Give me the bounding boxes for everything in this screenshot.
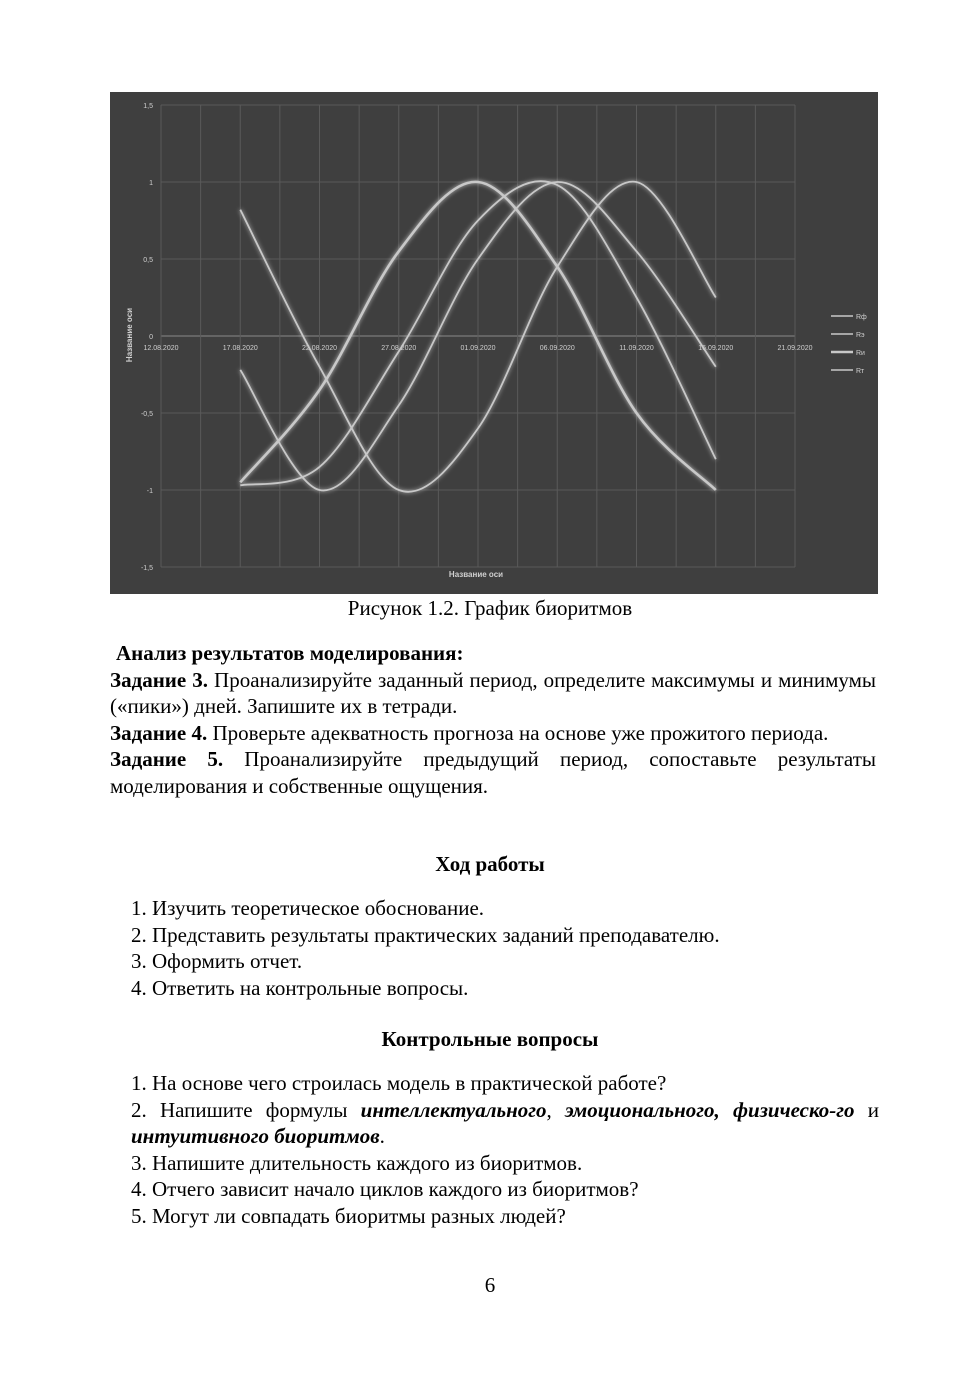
biorhythm-chart [110, 92, 878, 594]
questions-list [131, 1070, 879, 1229]
analysis-section [110, 640, 876, 799]
q2-term-emotional-physical: эмоционального, физическо-го [564, 1097, 855, 1122]
x-tick-label: 01.09.2020 [460, 345, 496, 352]
x-tick-label: 12.08.2020 [143, 345, 179, 352]
task-5 [110, 746, 876, 799]
page-number: 6 [484, 1273, 496, 1297]
y-tick-label: 1,5 [143, 103, 153, 110]
y-tick-label: 1 [149, 180, 153, 187]
legend-label: Rи [856, 350, 865, 357]
y-tick-label: 0,5 [143, 257, 153, 264]
x-axis-title: Название оси [448, 570, 504, 579]
x-tick-label: 17.08.2020 [222, 345, 258, 352]
legend [831, 314, 867, 375]
x-tick-label: 06.09.2020 [539, 345, 575, 352]
x-tick-label: 22.08.2020 [301, 345, 338, 352]
x-tick-label: 11.09.2020 [619, 345, 654, 352]
axes [141, 103, 813, 572]
question-item: 1. На основе чего строилась модель в практической работе? [131, 1071, 667, 1095]
workflow-item: 2. Представить результаты практических заданий преподавателю. [131, 922, 720, 947]
x-tick-label: 27.08.2020 [381, 345, 417, 352]
y-tick-label: -1 [146, 488, 153, 495]
q2-term-intellectual: интеллектуального [360, 1097, 547, 1122]
figure-caption: Рисунок 1.2. График биоритмов [347, 596, 633, 620]
q2-term-intuitive: интуитивного биоритмов [131, 1124, 380, 1148]
y-tick-label: -0,5 [140, 411, 153, 418]
task-3-label: Задание 3. [110, 667, 209, 692]
analysis-heading: Анализ результатов моделирования: [116, 641, 464, 665]
task-5-label: Задание 5. [110, 747, 224, 771]
q2-sep2: и [854, 1097, 879, 1122]
workflow-item: 4. Ответить на контрольные вопросы. [131, 975, 469, 1000]
question-item: 4. Отчего зависит начало циклов каждого из биоритмов? [131, 1177, 639, 1201]
grid-lines [161, 105, 795, 567]
legend-label: Rт [856, 368, 865, 375]
task-5-text: Проанализируйте предыдущий период, сопоставьте результаты моделирования и собственные ощущения. [110, 747, 876, 798]
workflow-item: 1. Изучить теоретическое обоснование. [131, 896, 485, 920]
x-tick-label: 16.09.2020 [698, 345, 734, 352]
question-item: 5. Могут ли совпадать биоритмы разных людей? [131, 1203, 566, 1228]
question-item: 3. Напишите длительность каждого из биоритмов. [131, 1150, 583, 1175]
y-tick-label: 0 [149, 334, 153, 341]
task-4-label: Задание 4. [110, 720, 208, 745]
legend-label: Rэ [856, 332, 865, 339]
chart-canvas [110, 92, 878, 594]
workflow-item: 3. Оформить отчет. [131, 949, 303, 973]
task-4-text: Проверьте адекватность прогноза на основе уже прожитого периода. [212, 720, 829, 745]
task-4 [110, 720, 876, 747]
q2-sep1: , [546, 1097, 565, 1122]
y-axis-title: Название оси [125, 307, 134, 363]
q2-end: . [379, 1124, 385, 1148]
workflow-heading: Ход работы [435, 852, 545, 876]
task-3 [110, 667, 876, 720]
y-tick-label: -1,5 [140, 565, 153, 572]
questions-heading: Контрольные вопросы [381, 1027, 599, 1051]
q2-prefix: 2. Напишите формулы [131, 1097, 361, 1122]
task-3-text: Проанализируйте заданный период, определите максимумы и минимумы («пики») дней. Запишите их в тетради. [110, 667, 876, 718]
legend-label: Rф [856, 314, 867, 321]
question-item [131, 1097, 879, 1150]
workflow-list [131, 895, 879, 1001]
x-tick-label: 21.09.2020 [777, 345, 813, 352]
